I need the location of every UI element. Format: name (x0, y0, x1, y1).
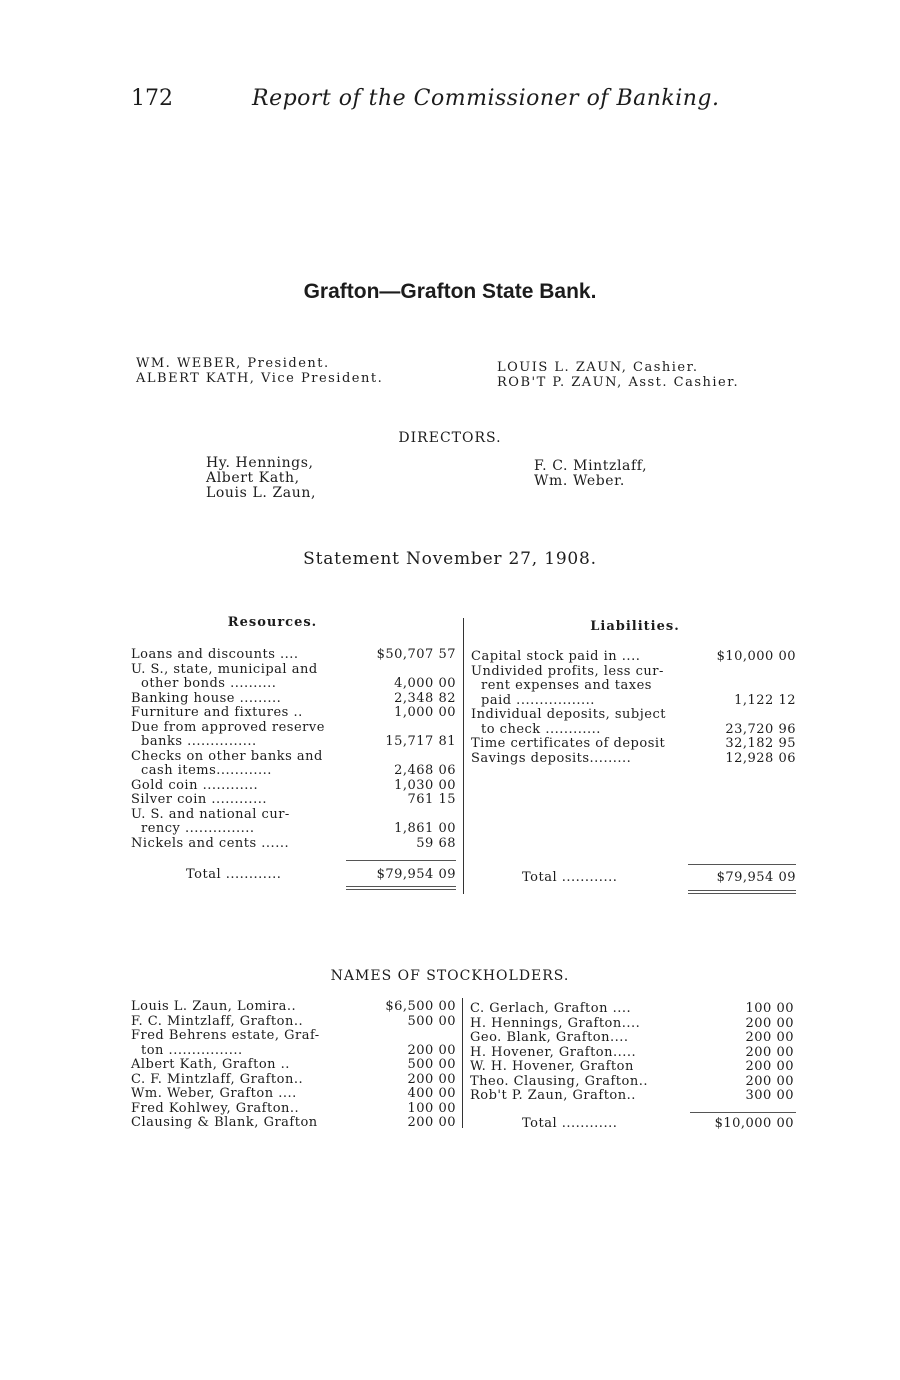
column-divider (463, 618, 464, 894)
liabilities-row-amount: 1,122 12 (734, 692, 796, 708)
liabilities-row-label: to check ............ (481, 721, 601, 737)
resources-row-amount: 1,861 00 (394, 821, 456, 836)
resources-row-amount: 59 68 (416, 835, 456, 851)
liabilities-row (471, 693, 796, 708)
stockholder-row-label: Fred Kohlwey, Grafton.. (131, 1100, 300, 1116)
stockholder-row-label: ton ................ (141, 1042, 243, 1058)
stockholder-row-amount: $6,500 00 (385, 999, 456, 1014)
stockholder-row (470, 1001, 794, 1016)
officer-assistant-cashier: ROB'T P. ZAUN, Asst. Cashier. (497, 375, 740, 390)
resources-double-rule (346, 889, 456, 890)
stockholder-row (470, 1074, 794, 1089)
resources-row-label: Silver coin ............ (131, 792, 267, 807)
stockholder-row-label: H. Hovener, Grafton..... (470, 1044, 637, 1060)
liabilities-row (471, 664, 796, 679)
stockholder-row-label: H. Hennings, Grafton.... (470, 1015, 641, 1031)
resources-row (131, 662, 456, 677)
resources-total-row (186, 867, 456, 882)
running-title: Report of the Commissioner of Banking. (252, 86, 720, 111)
officer-president: WM. WEBER, President. (136, 356, 330, 371)
stockholder-row-label: Clausing & Blank, Grafton (131, 1115, 318, 1130)
resources-row (131, 807, 456, 822)
resources-row (131, 676, 456, 691)
resources-row (131, 792, 456, 807)
resources-row-label: Nickels and cents ...... (131, 835, 290, 851)
liabilities-total-row (522, 870, 796, 885)
resources-row-amount: $50,707 57 (376, 647, 456, 662)
resources-row (131, 821, 456, 836)
resources-row (131, 647, 456, 662)
officer-vice-president: ALBERT KATH, Vice President. (136, 371, 384, 386)
liabilities-row (471, 751, 796, 766)
stockholder-row-amount: 100 00 (745, 1001, 794, 1016)
liabilities-row (471, 736, 796, 751)
stockholder-row-amount: 200 00 (407, 1042, 456, 1058)
resources-row-label: Loans and discounts .... (131, 647, 299, 662)
stockholder-row-amount: 200 00 (745, 1073, 794, 1089)
stockholder-row-label: Theo. Clausing, Grafton.. (470, 1073, 648, 1089)
resources-row-amount: 2,468 06 (394, 763, 456, 778)
stockholder-row-label: Fred Behrens estate, Graf- (131, 1028, 320, 1043)
resources-row-amount: 1,030 00 (394, 777, 456, 793)
stockholder-row (131, 1072, 456, 1087)
resources-row (131, 763, 456, 778)
stockholder-row (131, 1086, 456, 1101)
resources-row-amount: 1,000 00 (394, 705, 456, 720)
stockholders-rule (690, 1112, 796, 1113)
director-name: F. C. Mintzlaff, (534, 458, 648, 474)
liabilities-double-rule (688, 890, 796, 891)
stockholder-row-label: Albert Kath, Grafton .. (131, 1057, 290, 1072)
liabilities-row-amount: 23,720 96 (725, 721, 796, 737)
resources-row-label: banks ............... (141, 734, 257, 749)
stockholder-row-amount: 100 00 (407, 1100, 456, 1116)
stockholder-row (131, 1043, 456, 1058)
resources-row (131, 691, 456, 706)
resources-row-label: other bonds .......... (141, 676, 277, 691)
director-name: Albert Kath, (206, 470, 300, 486)
resources-row (131, 705, 456, 720)
officer-cashier: LOUIS L. ZAUN, Cashier. (497, 360, 699, 375)
stockholder-row-amount: 400 00 (407, 1086, 456, 1101)
stockholder-row-amount: 200 00 (407, 1071, 456, 1087)
liabilities-row-label: Time certificates of deposit (471, 736, 666, 751)
resources-total-amount: $79,954 09 (376, 867, 456, 882)
resources-row-amount: 4,000 00 (394, 676, 456, 691)
resources-row-label: cash items............ (141, 763, 272, 778)
resources-row (131, 720, 456, 735)
liabilities-row-label: Savings deposits......... (471, 750, 632, 766)
stockholder-row (131, 1057, 456, 1072)
resources-row-label: Furniture and fixtures .. (131, 705, 303, 720)
stockholder-row-amount: 500 00 (407, 1013, 456, 1029)
stockholder-row-amount: 200 00 (745, 1030, 794, 1045)
stockholder-row (131, 1014, 456, 1029)
stockholder-row (131, 1115, 456, 1130)
stockholder-row-amount: 200 00 (745, 1059, 794, 1074)
stockholders-total-amount: $10,000 00 (714, 1116, 794, 1131)
resources-rule (346, 860, 456, 861)
director-name: Louis L. Zaun, (206, 485, 317, 501)
stockholder-row-label: F. C. Mintzlaff, Grafton.. (131, 1013, 304, 1029)
resources-row-label: Banking house ......... (131, 690, 282, 706)
director-name: Hy. Hennings, (206, 455, 314, 471)
resources-row-amount: 15,717 81 (385, 734, 456, 749)
liabilities-row-amount: $10,000 00 (716, 649, 796, 664)
resources-row-label: U. S., state, municipal and (131, 661, 318, 677)
liabilities-row (471, 722, 796, 737)
resources-row (131, 734, 456, 749)
statement-title: Statement November 27, 1908. (303, 549, 597, 569)
stockholder-row-amount: 200 00 (745, 1044, 794, 1060)
stockholder-row-label: C. F. Mintzlaff, Grafton.. (131, 1071, 304, 1087)
directors-heading: DIRECTORS. (398, 430, 502, 446)
stockholders-total-label: Total ............ (522, 1116, 618, 1131)
stockholder-row-label: W. H. Hovener, Grafton (470, 1059, 634, 1074)
stockholder-row (470, 1016, 794, 1031)
resources-double-rule (346, 886, 456, 887)
liabilities-row (471, 678, 796, 693)
liabilities-total-label: Total ............ (522, 870, 618, 885)
resources-row-label: Due from approved reserve (131, 719, 325, 735)
stockholder-row-label: Geo. Blank, Grafton.... (470, 1030, 629, 1045)
stockholder-row-amount: 300 00 (745, 1088, 794, 1103)
liabilities-total-amount: $79,954 09 (716, 870, 796, 885)
stockholder-row (470, 1030, 794, 1045)
resources-row-label: Gold coin ............ (131, 777, 259, 793)
stockholder-row-amount: 500 00 (407, 1057, 456, 1072)
page-number: 172 (131, 86, 173, 111)
stockholder-row (131, 999, 456, 1014)
liabilities-double-rule (688, 893, 796, 894)
stockholder-row (470, 1045, 794, 1060)
stockholder-row (131, 1101, 456, 1116)
stockholders-heading: NAMES OF STOCKHOLDERS. (330, 968, 570, 984)
resources-total-label: Total ............ (186, 867, 282, 882)
stockholder-row-label: Rob't P. Zaun, Grafton.. (470, 1088, 636, 1103)
liabilities-row-amount: 32,182 95 (725, 736, 796, 751)
liabilities-heading: Liabilities. (590, 619, 680, 634)
liabilities-row-label: Capital stock paid in .... (471, 649, 641, 664)
stockholders-divider (462, 998, 463, 1128)
stockholder-row-label: Louis L. Zaun, Lomira.. (131, 999, 297, 1014)
resources-row (131, 749, 456, 764)
resources-row-label: rency ............... (141, 821, 255, 836)
stockholders-total-row (522, 1116, 794, 1131)
liabilities-row-label: Undivided profits, less cur- (471, 663, 664, 679)
stockholder-row (470, 1088, 794, 1103)
liabilities-row-label: Individual deposits, subject (471, 707, 666, 722)
stockholder-row-label: Wm. Weber, Grafton .... (131, 1086, 297, 1101)
resources-row-amount: 2,348 82 (394, 690, 456, 706)
liabilities-row-amount: 12,928 06 (725, 750, 796, 766)
resources-row-amount: 761 15 (407, 792, 456, 807)
liabilities-row (471, 707, 796, 722)
resources-row (131, 836, 456, 851)
bank-title: Grafton—Grafton State Bank. (303, 280, 597, 303)
resources-row-label: Checks on other banks and (131, 748, 323, 764)
liabilities-row (471, 649, 796, 664)
liabilities-rule (688, 864, 796, 865)
liabilities-row-label: paid ................. (481, 692, 595, 708)
resources-heading: Resources. (227, 615, 318, 630)
stockholder-row-label: C. Gerlach, Grafton .... (470, 1001, 632, 1016)
stockholder-row (470, 1059, 794, 1074)
resources-row-label: U. S. and national cur- (131, 806, 290, 822)
stockholder-row-amount: 200 00 (407, 1115, 456, 1130)
stockholder-row (131, 1028, 456, 1043)
director-name: Wm. Weber. (534, 473, 625, 489)
stockholder-row-amount: 200 00 (745, 1015, 794, 1031)
resources-row (131, 778, 456, 793)
liabilities-row-label: rent expenses and taxes (481, 678, 652, 693)
